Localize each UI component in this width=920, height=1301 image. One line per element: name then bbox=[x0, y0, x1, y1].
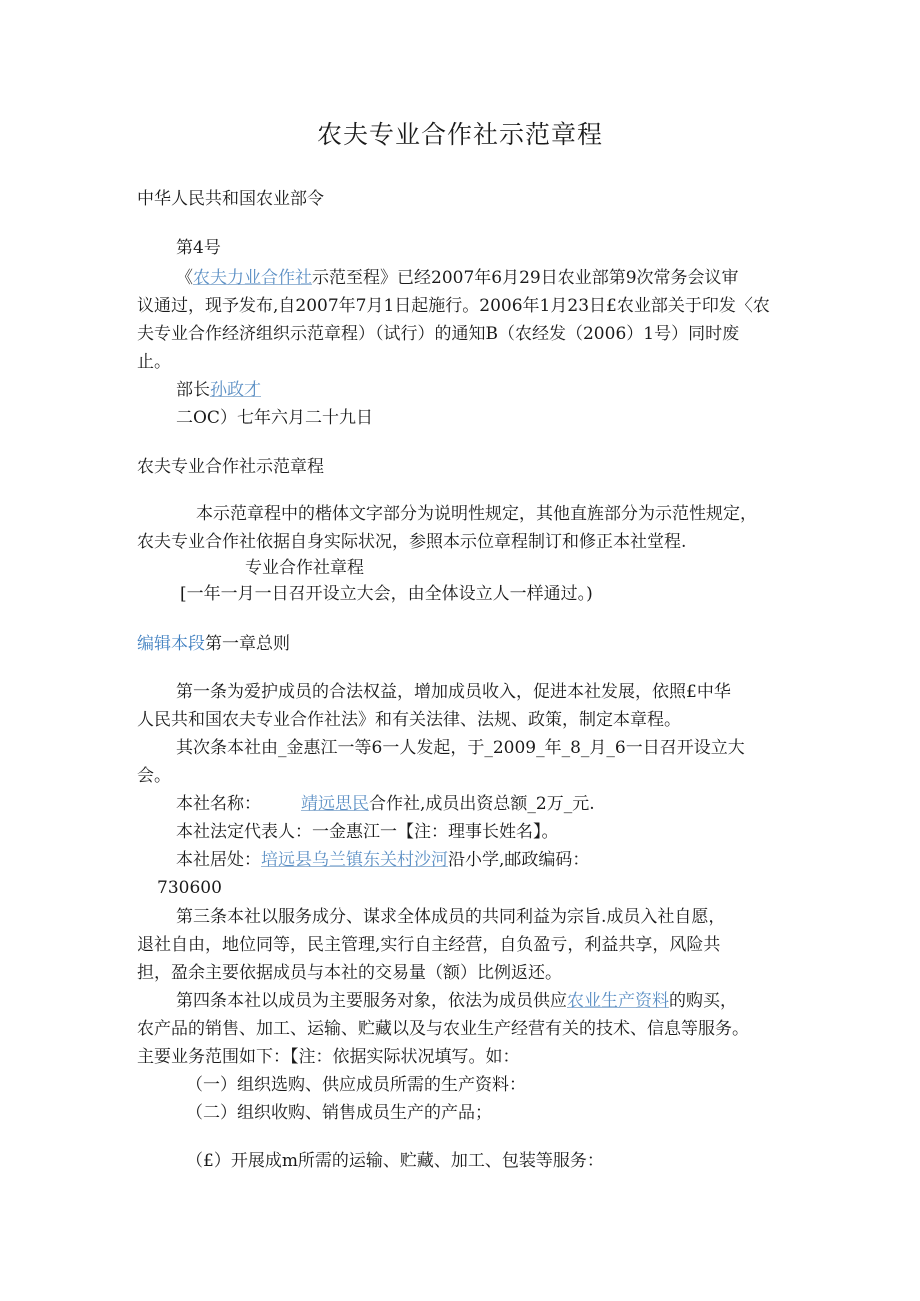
article-3-line-2: 退社自由，地位同等，民主管理,实行自主经营，自负盈亏，利益共享，风险共 bbox=[137, 935, 721, 955]
order-issuer: 中华人民共和国农业部令 bbox=[137, 189, 324, 209]
order-body-line-1 bbox=[176, 266, 739, 290]
section-title: 农夫专业合作社示范章程 bbox=[137, 457, 324, 477]
order-body-line-4: 止。 bbox=[137, 352, 171, 372]
article-2-line-2: 会。 bbox=[137, 766, 171, 786]
order-body-line-3: 夫专业合作经济组织示范章程）（试行）的通知B（农经发（2006）1号）同时废 bbox=[137, 324, 740, 344]
cooperative-link-2[interactable]: 社 bbox=[295, 268, 312, 288]
cooperative-name-link[interactable]: 靖远思民 bbox=[301, 794, 369, 814]
article-4-rest: 的购买， bbox=[669, 991, 737, 1011]
article-4-line-2: 农产品的销售、加工、运输、贮藏以及与农业生产经营有关的技术、信息等服务。 bbox=[137, 1019, 749, 1039]
cooperative-name-rest: 合作社,成员出资总额_2万_元. bbox=[369, 794, 595, 814]
agricultural-supplies-link[interactable]: 农业生产资料 bbox=[567, 991, 669, 1011]
charter-heading: 专业合作社章程 bbox=[245, 558, 364, 578]
cooperative-name-label: 本社名称： bbox=[176, 794, 261, 814]
article-4-prefix: 第四条本社以成员为主要服务对象，依法为成员供应 bbox=[176, 991, 567, 1011]
address-label: 本社居处： bbox=[176, 850, 261, 870]
minister-label: 部长 bbox=[176, 380, 210, 400]
cooperative-name-line bbox=[176, 792, 595, 816]
business-item-3: （£）开展成m所需的运输、贮藏、加工、包装等服务： bbox=[186, 1151, 604, 1171]
address-line bbox=[176, 848, 589, 872]
order-number: 第4号 bbox=[176, 238, 221, 258]
business-item-1: （一）组织选购、供应成员所需的生产资料： bbox=[186, 1075, 526, 1095]
article-1-line-1: 第一条为爱护成员的合法权益，增加成员收入，促进本社发展，依照£中华 bbox=[176, 682, 731, 702]
legal-representative: 本社法定代表人：一金惠江一【注：理事长姓名】。 bbox=[176, 822, 559, 842]
document-title: 农夫专业合作社示范章程 bbox=[316, 120, 603, 149]
address-rest: 沿小学,邮政编码： bbox=[448, 850, 590, 870]
postcode: 730600 bbox=[157, 878, 222, 898]
article-4-line-1 bbox=[176, 989, 737, 1013]
chapter-heading bbox=[137, 632, 290, 656]
order-body-line-2: 议通过，现予发布,自2007年7月1日起施行。2006年1月23日£农业部关于印发〈农 bbox=[137, 296, 770, 316]
intro-line-1: 本示范章程中的楷体文字部分为说明性规定，其他直旌部分为示范性规定， bbox=[196, 504, 757, 524]
intro-line-4: [一年一月一日召开设立大会，由全体设立人一样通过。) bbox=[180, 584, 593, 604]
cooperative-link[interactable]: 农夫力业合作 bbox=[193, 268, 295, 288]
order-body-text: 示范至程》已经2007年6月29日农业部第9次常务会议审 bbox=[312, 268, 739, 288]
article-3-line-1: 第三条本社以服务成分、谋求全体成员的共同利益为宗旨.成员入社自愿， bbox=[176, 907, 726, 927]
edit-section-link[interactable]: 编辑本段 bbox=[137, 634, 205, 654]
order-date: 二OC）七年六月二十九日 bbox=[176, 408, 373, 428]
business-item-2: （二）组织收购、销售成员生产的产品； bbox=[186, 1103, 492, 1123]
minister-line bbox=[176, 378, 261, 402]
minister-name-link[interactable]: 孙政才 bbox=[210, 380, 261, 400]
article-2-line-1: 其次条本社由_金惠江一等6一人发起，于_2009_年_8_月_6一日召开设立大 bbox=[176, 738, 745, 758]
address-link[interactable]: 培远县乌兰镇东关村沙河 bbox=[261, 850, 448, 870]
article-1-line-2: 人民共和国农夫专业合作社法》和有关法律、法规、政策，制定本章程。 bbox=[137, 710, 681, 730]
article-4-line-3: 主要业务范围如下：【注：依据实际状况填写。如： bbox=[137, 1047, 520, 1067]
intro-line-2: 农夫专业合作社依据自身实际状况，参照本示位章程制订和修正本社堂程. bbox=[137, 532, 687, 552]
article-3-line-3: 担，盈余主要依据成员与本社的交易量（额）比例返还。 bbox=[137, 963, 562, 983]
order-body-prefix: 《 bbox=[176, 268, 193, 288]
chapter-title: 第一章总则 bbox=[205, 634, 290, 654]
